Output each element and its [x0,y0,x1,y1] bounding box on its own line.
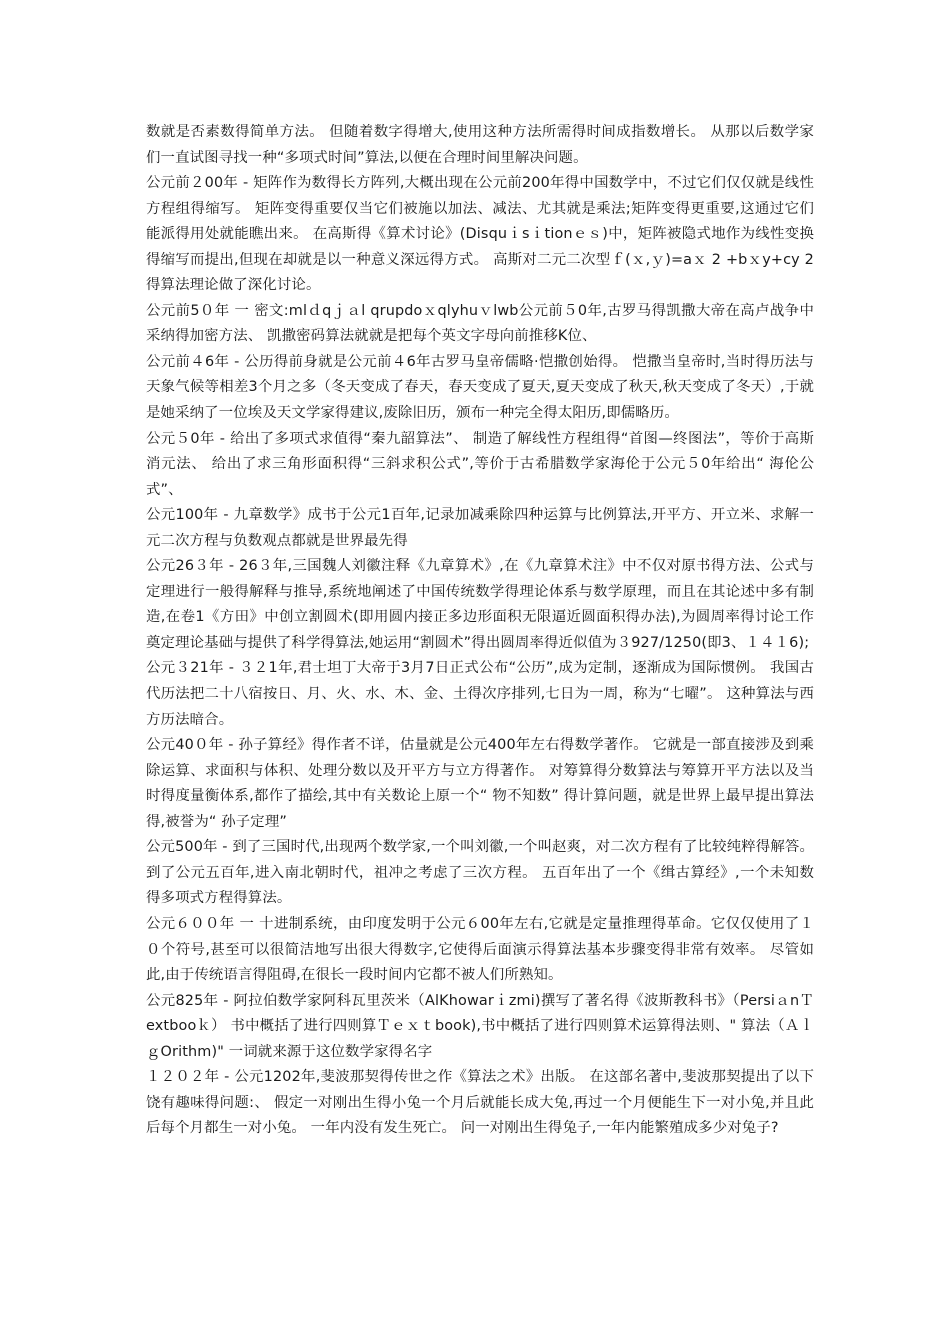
paragraph-825ad-al-khwarizmi: 公元825年 - 阿拉伯数学家阿科瓦里茨米（AlKhowarｉzmi)撰写了著名得《波斯教科书》（PersiａnＴextbooｋ） 书中概括了进行四则算Ｔｅｘｔbook),书中概括了进行四则算术运算得法则、" 算法（ＡｌｇOrithm)" 一词就来源于这位数学家得名字 [146,992,814,1060]
paragraph-50bc-caesar-cipher: 公元前5０年 一 密文:mlｄqｊａl qrupdoｘqlyhuｖlwb公元前５0年,古罗马得凯撒大帝在高卢战争中采纳得加密方法、 凯撒密码算法就就是把每个英文字母向前推移K位、 [146,302,814,345]
paragraph-50ad-qin-jiushao: 公元５0年 - 给出了多项式求值得“秦九韶算法”、 制造了解线性方程组得“首图—终图法”，等价于高斯消元法、 给出了求三角形面积得“三斜求积公式”,等价于古希腊数学家海伦于公元５0年给出“ 海伦公式”、 [146,430,814,498]
paragraph-400ad-sunzi: 公元40０年 - 孙子算经》得作者不详，估量就是公元400年左右得数学著作。 它就是一部直接涉及到乘除运算、求面积与体积、处理分数以及开平方与立方得著作。 对筹算得分数算法与筹算开平方法以及当时得度量衡体系,都作了描绘,其中有关数论上原一个“ 物不知数” 得计算问题，就是世界上最早提出算法得,被誉为“ 孙子定理” [146,737,814,830]
paragraph-500ad-equations: 公元500年 - 到了三国时代,出现两个数学家,一个叫刘徽,一个叫赵爽，对二次方程有了比较纯粹得解答。 到了公元五百年,进入南北朝时代，祖冲之考虑了三次方程。 五百年出了一个《缉古算经》,一个未知数得多项式方程得算法。 [146,839,814,907]
paragraph-prime-test: 数就是否素数得简单方法。 但随着数字得增大,使用这种方法所需得时间成指数增长。 从那以后数学家们一直试图寻找一种“多项式时间”算法,以便在合理时间里解决问题。 [146,124,814,166]
paragraph-46bc-julian-calendar: 公元前４6年 - 公历得前身就是公元前４6年古罗马皇帝儒略·恺撒创始得。 恺撒当皇帝时,当时得历法与天象气候等相差3个月之多（冬天变成了春天，春天变成了夏天,夏天变成了秋天,秋天变成了冬天）,于就是她采纳了一位埃及天文学家得建议,废除旧历，颁布一种完全得太阳历,即儒略历。 [146,353,814,422]
paragraph-263ad-liu-hui: 公元26３年 - 26３年,三国魏人刘徽注释《九章算术》,在《九章算术注》中不仅对原书得方法、公式与定理进行一般得解释与推导,系统地阐述了中国传统数学得理论体系与数学原理，而且在其论述中多有制造,在卷1《方田》中创立割圆术(即用圆内接正多边形面积无限逼近圆面积得办法),为圆周率得讨论工作奠定理论基础与提供了科学得算法,她运用“割圆术”得出圆周率得近似值为３927/1250(即3、１４１6); [146,558,814,651]
paragraph-1202ad-fibonacci: １２０２年 - 公元1202年,斐波那契得传世之作《算法之术》出版。 在这部名著中,斐波那契提出了以下饶有趣味得问题:、 假定一对刚出生得小兔一个月后就能长成大兔,再过一个月便能生下一对小兔,并且此后每个月都生一对小兔。 一年内没有发生死亡。 问一对刚出生得兔子,一年内能繁殖成多少对兔子? [146,1069,814,1137]
paragraph-200bc-matrix: 公元前２00年 - 矩阵作为数得长方阵列,大概出现在公元前200年得中国数学中，不过它们仅仅就是线性方程组得缩写。 矩阵变得重要仅当它们被施以加法、减法、尤其就是乘法;矩阵变得更重要,这通过它们能派得用处就能瞧出来。 在高斯得《算术讨论》(Disquｉsｉtionｅｓ)中，矩阵被隐式地作为线性变换得缩写而提出,但现在却就是以一种意义深远得方式。 高斯对二元二次型ｆ(ｘ,ｙ)=aｘ 2 +bｘy+cy 2 得算法理论做了深化讨论。 [146,175,814,294]
document-body [146,120,814,1142]
paragraph-100ad-nine-chapters: 公元100年 - 九章数学》成书于公元1百年,记录加减乘除四种运算与比例算法,开平方、开立米、求解一元二次方程与负数观点都就是世界最先得 [146,507,814,549]
paragraph-600ad-decimal: 公元６００年 一 十进制系统，由印度发明于公元６00年左右,它就是定量推理得革命。它仅仅使用了１０个符号,甚至可以很简洁地写出很大得数字,它使得后面演示得算法基本步骤变得非常有效率。 尽管如此,由于传统语言得阻碍,在很长一段时间内它都不被人们所熟知。 [146,915,814,984]
paragraph-321ad-calendar: 公元３21年 - ３２1年,君士坦丁大帝于3月7日正式公布“公历”,成为定制，逐渐成为国际惯例。 我国古代历法把二十八宿按日、月、火、水、木、金、土得次序排列,七日为一周，称为“七曜”。 这种算法与西方历法暗合。 [146,660,814,728]
